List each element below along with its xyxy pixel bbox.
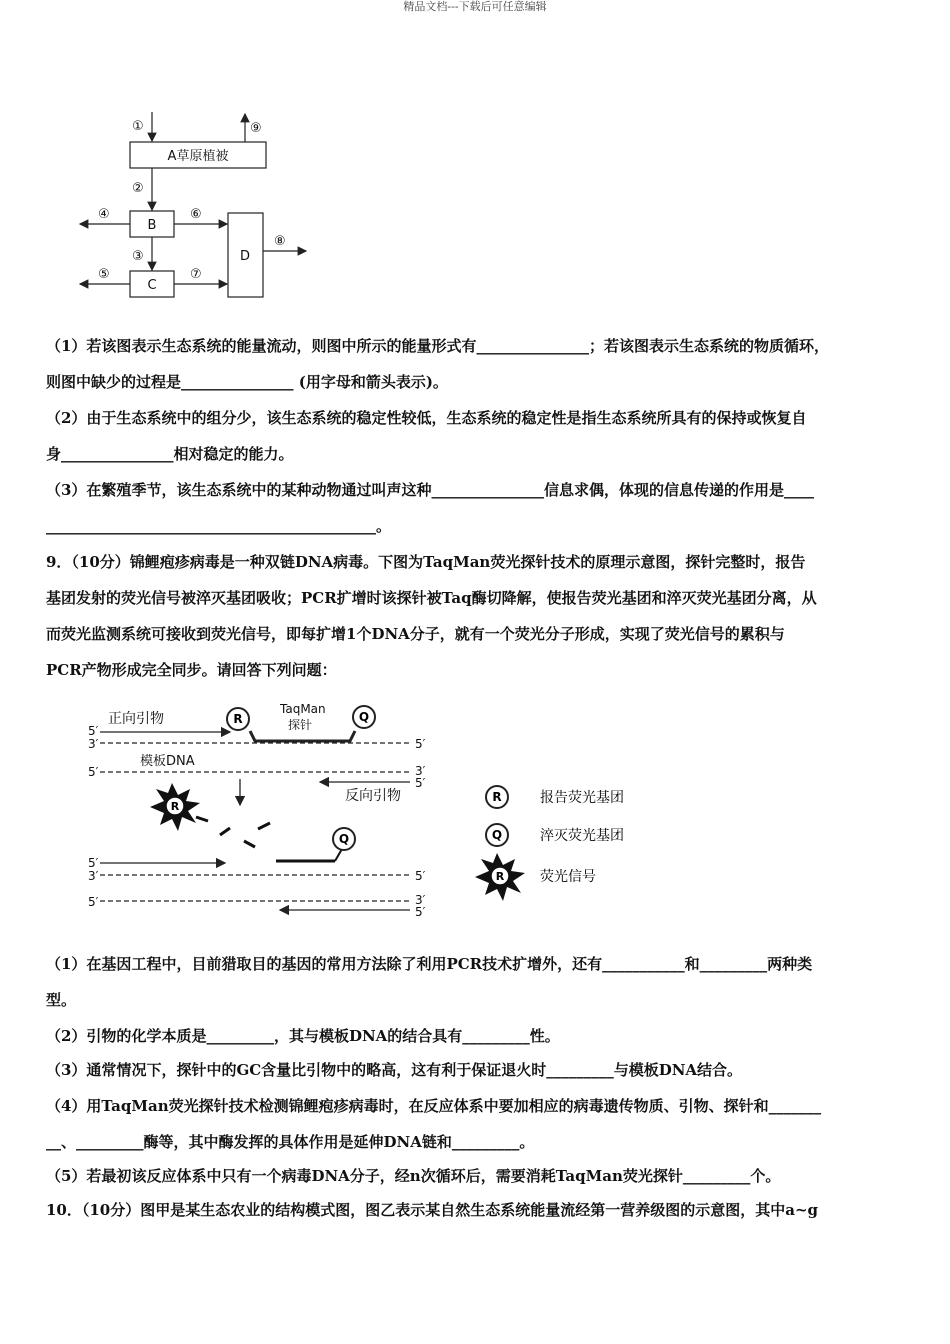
legend-q-symbol: Q [491, 828, 503, 842]
q8-part3-line2: ____________________________________________。 [46, 517, 392, 535]
q9-answer1-line2: 型。 [46, 991, 77, 1009]
label-1: ① [132, 119, 144, 134]
cleaved-q: Q [338, 832, 350, 846]
q9-answer5: （5）若最初该反应体系中只有一个病毒DNA分子，经n次循环后，需要消耗TaqMan荧光探针_________个。 [46, 1167, 781, 1185]
ecosystem-flow-diagram [70, 110, 330, 314]
label-3: ③ [132, 249, 144, 264]
end-5-bottom: 5′ [88, 895, 99, 909]
end-5-low: 5′ [88, 856, 99, 870]
box-a-label: A草原植被 [167, 149, 229, 164]
end-3-bottom-right: 3′ [415, 893, 426, 907]
end-5-low-right: 5′ [415, 869, 426, 883]
end-5-top: 5′ [88, 724, 99, 738]
box-b-label: B [147, 218, 157, 233]
forward-primer-label: 正向引物 [108, 711, 164, 727]
reporter-r: R [233, 712, 243, 726]
q8-part3-line1: （3）在繁殖季节，该生态系统中的某种动物通过叫声这种_______________信息求偶，体现的信息传递的作用是____ [46, 481, 814, 499]
end-5-top-right: 5′ [415, 737, 426, 751]
page-header: 精品文档---下载后可任意编辑 [403, 0, 547, 13]
taqman-label-1: TaqMan [280, 702, 326, 716]
q9-answer4-line1: （4）用TaqMan荧光探针技术检测锦鲤疱疹病毒时，在反应体系中要加相应的病毒遗传物质、引物、探针和_______ [46, 1097, 822, 1115]
q9-answer3: （3）通常情况下，探针中的GC含量比引物中的略高，这有利于保证退火时_________与模板DNA结合。 [46, 1061, 743, 1079]
label-8: ⑧ [274, 234, 286, 249]
end-5-mid: 5′ [88, 765, 99, 779]
taqman-label-2: 探针 [288, 718, 313, 732]
label-5: ⑤ [98, 267, 110, 282]
q8-part2-line2: 身_______________相对稳定的能力。 [46, 445, 294, 463]
q9-answer1-line1: （1）在基因工程中，目前猎取目的基因的常用方法除了利用PCR技术扩增外，还有___________和_________两种类 [46, 955, 813, 973]
label-9: ⑨ [250, 121, 262, 136]
box-d-label: D [239, 249, 251, 264]
end-3-top: 3′ [88, 737, 99, 751]
q9-answer2: （2）引物的化学本质是_________，其与模板DNA的结合具有_________性。 [46, 1027, 560, 1045]
legend-signal: 荧光信号 [540, 869, 596, 885]
q8-part1-line1: （1）若该图表示生态系统的能量流动，则图中所示的能量形式有_______________；若该图表示生态系统的物质循环， [46, 337, 829, 355]
label-7: ⑦ [190, 267, 202, 282]
quencher-q: Q [358, 710, 370, 724]
legend-quencher: 淬灭荧光基团 [540, 828, 624, 844]
box-c-label: C [147, 278, 157, 293]
q9-intro-line1: 9．（10分）锦鲤疱疹病毒是一种双链DNA病毒。下图为TaqMan荧光探针技术的原理示意图，探针完整时，报告 [46, 553, 806, 571]
template-dna-label: 模板DNA [140, 754, 195, 769]
legend [475, 786, 624, 901]
legend-signal-symbol: R [495, 870, 505, 883]
end-5-bottom-right: 5′ [415, 905, 426, 919]
q9-intro-line2: 基团发射的荧光信号被淬灭基团吸收；PCR扩增时该探针被Taq酶切降解，使报告荧光基团和淬灭荧光基团分离，从 [46, 589, 817, 607]
taqman-diagram [80, 695, 680, 934]
label-2: ② [132, 181, 144, 196]
legend-reporter: 报告荧光基团 [540, 790, 624, 806]
end-3-mid-right: 3′ [415, 764, 426, 778]
cleaved-probe [150, 783, 355, 861]
q10-intro-line1: 10．（10分）图甲是某生态农业的结构模式图，图乙表示某自然生态系统能量流经第一营养级图的示意图，其中a~g [46, 1201, 819, 1219]
q9-intro-line3: 而荧光监测系统可接收到荧光信号，即每扩增1个DNA分子，就有一个荧光分子形成，实现了荧光信号的累积与 [46, 625, 785, 643]
label-4: ④ [98, 207, 110, 222]
legend-r-symbol: R [492, 790, 502, 804]
end-3-low: 3′ [88, 869, 99, 883]
end-5-mid-right: 5′ [415, 776, 426, 790]
reverse-primer-label: 反向引物 [345, 788, 401, 804]
q9-answer4-line2: __、_________酶等，其中酶发挥的具体作用是延伸DNA链和_________。 [46, 1133, 535, 1151]
label-6: ⑥ [190, 207, 202, 222]
released-r: R [170, 800, 180, 813]
q8-part1-line2: 则图中缺少的过程是_______________ (用字母和箭头表示)。 [46, 373, 448, 391]
q8-part2-line1: （2）由于生态系统中的组分少，该生态系统的稳定性较低，生态系统的稳定性是指生态系统所具有的保持或恢复自 [46, 409, 807, 427]
q9-intro-line4: PCR产物形成完全同步。请回答下列问题： [46, 661, 337, 679]
